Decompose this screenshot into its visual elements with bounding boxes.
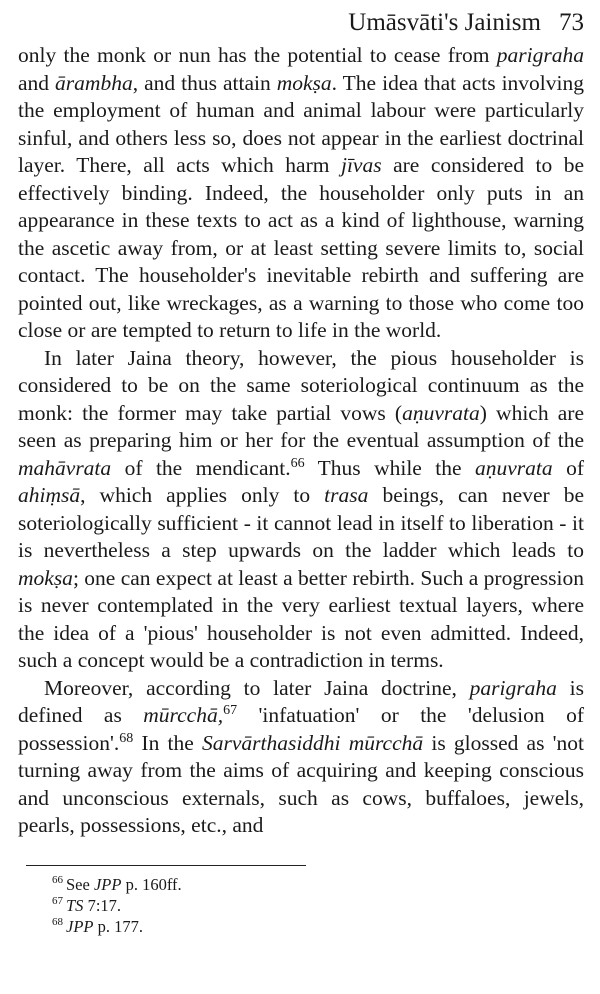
text-run: is defined as — [18, 675, 584, 727]
italic-term: TS — [66, 895, 84, 915]
text-run: ; one can expect at least a better rebirth. Such a progression is never contemplated in the very earliest textual layers, where the idea of a 'pious' householder is not even admitted. Indeed, such a concept would be a contradiction in terms. — [18, 565, 584, 672]
italic-term: ahiṃsā — [18, 483, 81, 507]
text-run: of the mendicant. — [111, 455, 291, 480]
italic-term: JPP — [66, 916, 94, 936]
footnote-ref: 68 — [52, 916, 63, 928]
italic-term: mūrcchā, — [143, 703, 224, 727]
page-number: 73 — [559, 9, 584, 36]
text-run: of — [552, 455, 584, 480]
footnote-ref: 66 — [290, 455, 305, 471]
footnote-ref: 68 — [119, 730, 134, 746]
text-run: . The idea that acts involving the employment of human and animal labour were particularly sinful, and others less so, does not appear in the earliest doctrinal layer. There, all acts which harm — [18, 70, 584, 177]
text-run: p. 160ff. — [121, 874, 182, 894]
italic-term: JPP — [93, 874, 122, 894]
text-run: , which applies only to — [80, 483, 325, 507]
text-run: , and thus attain — [132, 70, 277, 95]
paragraph — [18, 345, 584, 675]
paragraph — [18, 675, 584, 840]
footnote — [52, 895, 584, 916]
italic-term: jīvas — [340, 153, 382, 177]
text-run: ) which are seen as preparing him or her for the eventual assumption of the — [18, 400, 584, 452]
italic-term: mokṣa — [18, 565, 73, 590]
text-run: In later Jaina theory, however, the pious householder is considered to be on the same soteriological continuum as the monk: the former may take partial vows ( — [18, 345, 584, 425]
text-run: In the — [133, 730, 202, 755]
text-run: See — [66, 874, 94, 894]
running-header — [18, 8, 584, 42]
italic-term: mokṣa — [276, 70, 332, 95]
footnotes — [18, 874, 584, 937]
text-run: 'infatuation' or the 'delusion of possession'. — [18, 703, 584, 755]
text-run: only the monk or nun has the potential to cease from — [18, 43, 497, 67]
body-text — [18, 42, 584, 840]
italic-term: trasa — [324, 483, 369, 507]
italic-term: parigraha — [496, 43, 584, 67]
italic-term: mahāvrata — [18, 455, 112, 480]
footnote-ref: 67 — [52, 895, 63, 907]
italic-term: aṇuvrata — [402, 400, 480, 425]
footnote-ref: 66 — [52, 874, 63, 886]
text-run: 7:17. — [83, 895, 122, 915]
text-run: p. 177. — [93, 916, 143, 936]
text-run: beings, can never be soteriologically sufficient - it cannot lead in itself to liberation - it is nevertheless a step upwards on the ladder which leads to — [18, 483, 584, 562]
running-title: Umāsvāti's Jainism — [348, 9, 541, 36]
footnote-ref: 67 — [223, 702, 238, 718]
text-run: and — [18, 70, 56, 95]
paragraph — [18, 42, 584, 345]
text-run: Moreover, according to later Jaina doctrine, — [44, 675, 470, 700]
footnote — [52, 916, 584, 937]
text-run: are considered to be effectively binding. Indeed, the householder only puts in an appearance in these texts to act as a kind of lighthouse, warning the ascetic away from, or at least setting severe limits to, social contact. The householder's inevitable rebirth and suffering are pointed out, like wreckages, as a warning to those who come too close or are tempted to return to life in the world. — [18, 153, 585, 342]
italic-term: aṇuvrata — [475, 455, 553, 480]
italic-term: parigraha — [469, 675, 557, 700]
italic-term: Sarvārthasiddhi mūrcchā — [201, 730, 424, 755]
text-run: is glossed as 'not turning away from the aims of acquiring and keeping conscious and unconscious externals, such as cows, buffaloes, jewels, pearls, possessions, etc., and — [18, 730, 584, 837]
footnote — [52, 874, 584, 895]
text-run: Thus while the — [304, 455, 475, 480]
footnote-separator — [26, 865, 306, 866]
italic-term: ārambha — [55, 70, 133, 95]
